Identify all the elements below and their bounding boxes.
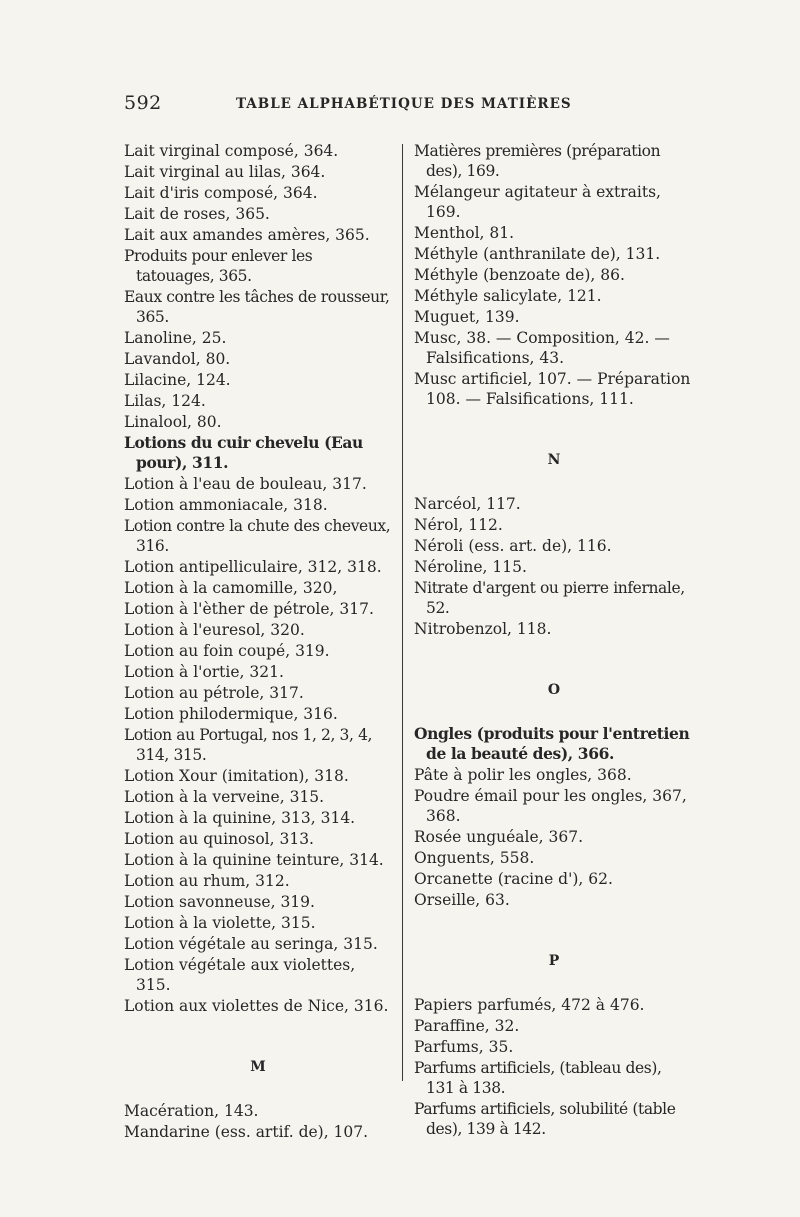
index-entry-bold: Lotions du cuir chevelu (Eau pour), 311. [124,433,368,472]
index-entry: Narcéol, 117. [414,495,521,513]
index-entry: Linalool, 80. [124,413,222,431]
index-entry: Lait aux amandes amères, 365. [124,226,370,244]
index-entry: Lavandol, 80. [124,350,231,368]
index-entry: Lotion au quinosol, 313. [124,830,314,848]
index-entry: Lotion au foin coupé, 319. [124,642,330,660]
index-entry: Lotion au rhum, 312. [124,872,290,890]
index-entry: Lait d'iris composé, 364. [124,184,318,202]
index-entry: Nitrate d'argent ou pierre infernale, 52. [414,579,690,617]
index-entry: Lotion à l'èther de pétrole, 317. [124,600,374,618]
index-entry: Lotion à l'ortie, 321. [124,663,284,681]
section-letter-n: N [547,452,561,468]
index-entry: Lait virginal composé, 364. [124,142,339,160]
index-entry: Lotion à la violette, 315. [124,914,316,932]
running-title: TABLE ALPHABÉTIQUE DES MATIÈRES [236,96,572,112]
index-entry: Onguents, 558. [414,849,535,867]
section-letter-p: P [548,953,560,969]
index-entry: Méthyle (anthranilate de), 131. [414,245,661,263]
index-entry: Lotion au pétrole, 317. [124,684,304,702]
index-entry: Lilacine, 124. [124,371,231,389]
index-entry: Lotion à la verveine, 315. [124,788,325,806]
page-number: 592 [124,92,162,114]
index-entry: Nérol, 112. [414,516,503,534]
index-entry: Rosée unguéale, 367. [414,828,584,846]
index-entry: Méthyle (benzoate de), 86. [414,266,625,284]
index-entry: Pâte à polir les ongles, 368. [414,766,632,784]
index-entry: Lotion ammoniacale, 318. [124,496,328,514]
index-entry: Lotion à la quinine teinture, 314. [124,851,384,869]
index-entry: Lotion à l'eau de bouleau, 317. [124,475,367,493]
index-entry: Lotion Xour (imitation), 318. [124,767,349,785]
index-entry: Mandarine (ess. artif. de), 107. [124,1123,369,1141]
index-entry: Lotion contre la chute des cheveux, 316. [124,517,395,555]
running-header [0,92,800,116]
column-divider [402,144,403,1081]
index-entry: Poudre émail pour les ongles, 367, 368. [414,787,692,825]
index-entry: Méthyle salicylate, 121. [414,287,602,305]
section-letter-m: M [250,1059,266,1075]
right-column [414,141,694,1140]
section-letter-o: O [547,682,561,698]
index-entry: Lotion savonneuse, 319. [124,893,315,911]
index-entry: Lait virginal au lilas, 364. [124,163,326,181]
index-entry: Lotion antipelliculaire, 312, 318. [124,558,382,576]
index-entry: Parfums artificiels, solubilité (table des), 139 à 142. [414,1100,681,1138]
index-entry: Muguet, 139. [414,308,520,326]
index-entry: Néroli (ess. art. de), 116. [414,537,612,555]
index-entry: Parfums, 35. [414,1038,514,1056]
index-entry: Lilas, 124. [124,392,206,410]
index-entry: Lotion végétale au seringa, 315. [124,935,378,953]
index-entry: Lotion aux violettes de Nice, 316. [124,997,389,1015]
index-entry: Macération, 143. [124,1102,259,1120]
index-entry: Nitrobenzol, 118. [414,620,552,638]
index-entry: Lotion à la quinine, 313, 314. [124,809,356,827]
index-entry: Musc, 38. — Composition, 42. — Falsifications, 43. [414,329,675,367]
index-entry: Papiers parfumés, 472 à 476. [414,996,645,1014]
index-entry: Lait de roses, 365. [124,205,270,223]
index-entry: Lotion végétale aux violettes, 315. [124,956,361,994]
index-entry: Lotion au Portugal, nos 1, 2, 3, 4, 314, 315. [124,726,377,764]
index-entry: Néroline, 115. [414,558,527,576]
index-entry: Musc artificiel, 107. — Préparation 108. — Falsifications, 111. [414,370,696,408]
index-entry: Orseille, 63. [414,891,510,909]
index-entry: Parfums artificiels, (tableau des), 131 à 138. [414,1059,667,1097]
index-entry: Eaux contre les tâches de rousseur, 365. [124,288,395,326]
index-entry-bold: Ongles (produits pour l'entretien de la beauté des), 366. [414,724,695,763]
index-entry: Lanoline, 25. [124,329,227,347]
index-entry: Paraffine, 32. [414,1017,520,1035]
index-entry: Lotion à la camomille, 320, [124,579,338,597]
index-entry: Mélangeur agitateur à extraits, 169. [414,183,666,221]
index-entry: Lotion à l'euresol, 320. [124,621,305,639]
index-entry: Menthol, 81. [414,224,515,242]
index-entry: Matières premières (préparation des), 169. [414,142,665,180]
index-entry: Produits pour enlever les tatouages, 365. [124,247,317,285]
index-entry: Orcanette (racine d'), 62. [414,870,613,888]
left-column [124,141,395,1143]
index-entry: Lotion philodermique, 316. [124,705,338,723]
